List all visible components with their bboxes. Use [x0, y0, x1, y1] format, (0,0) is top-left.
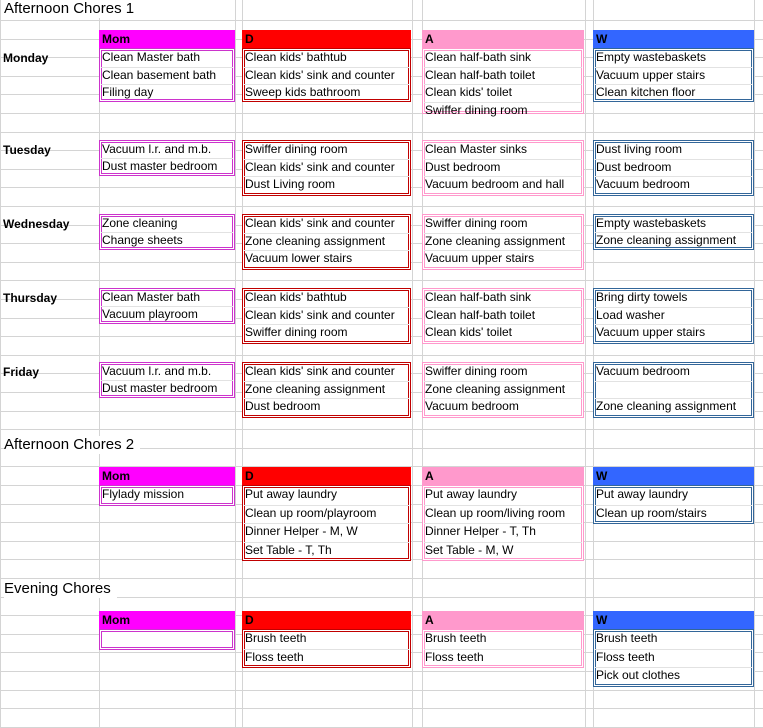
chore-item: Floss teeth: [245, 649, 304, 664]
grid-column-line: [0, 0, 1, 728]
chore-item: Brush teeth: [596, 631, 658, 645]
grid-column-line: [412, 0, 413, 728]
grid-column-line: [585, 0, 586, 728]
chore-block-mom: [99, 140, 235, 176]
column-header-w: W: [593, 467, 754, 485]
chore-item: Vacuum upper stairs: [596, 67, 706, 82]
chore-block-mom: [99, 362, 235, 398]
chore-item: Dust Living room: [245, 177, 336, 191]
grid-row-line: [0, 280, 763, 281]
grid-row-line: [0, 206, 763, 207]
chore-block-d: [242, 140, 411, 196]
grid-row-line: [0, 429, 763, 430]
chore-item: Clean half-bath sink: [425, 50, 532, 64]
chore-item: Bring dirty towels: [596, 290, 688, 304]
chore-block-a: [422, 140, 584, 196]
chore-item: Vacuum bedroom: [425, 399, 519, 413]
row-divider: [595, 381, 752, 382]
chore-block-d: [242, 362, 411, 418]
chore-item: Zone cleaning assignment: [245, 381, 386, 396]
chore-block-w: [593, 140, 754, 196]
chore-item: Floss teeth: [425, 649, 484, 664]
grid-row-line: [0, 708, 763, 709]
chore-item: Vacuum bedroom and hall: [425, 177, 565, 191]
chore-item: Vacuum bedroom: [596, 177, 690, 191]
chore-item: Swiffer dining room: [425, 102, 528, 117]
chore-item: Clean up room/living room: [425, 505, 566, 520]
chore-item: Dust master bedroom: [102, 381, 218, 395]
day-label: Monday: [3, 51, 49, 65]
section-title: Evening Chores: [4, 580, 117, 598]
chore-block-w: [593, 214, 754, 250]
chore-block-d: [242, 485, 411, 561]
chore-block-w: [593, 485, 754, 524]
chore-item: Dust master bedroom: [102, 159, 218, 173]
chore-item: Vacuum l.r. and m.b.: [102, 142, 212, 156]
chore-block-d: [242, 214, 411, 270]
chore-item: Clean half-bath toilet: [425, 67, 536, 82]
chore-item: Vacuum playroom: [102, 307, 198, 321]
chore-item: Dust bedroom: [596, 159, 672, 174]
chore-item: Zone cleaning: [102, 216, 178, 230]
chore-item: Clean kids' sink and counter: [245, 67, 395, 82]
column-header-mom: Mom: [99, 30, 235, 48]
chore-item: Dust bedroom: [425, 159, 501, 174]
column-header-a: A: [422, 30, 584, 48]
chore-block-w: [593, 48, 754, 102]
chore-item: Clean Master sinks: [425, 142, 528, 156]
grid-row-line: [0, 113, 763, 114]
chore-item: Swiffer dining room: [425, 364, 528, 378]
column-header-a: A: [422, 467, 584, 485]
day-label: Tuesday: [3, 143, 51, 157]
day-label: Thursday: [3, 291, 58, 305]
chore-block-mom: [99, 48, 235, 102]
chore-block-mom: [99, 485, 235, 506]
chore-block-a: [422, 629, 584, 668]
chore-item: Clean kids' sink and counter: [245, 159, 395, 174]
chore-item: Set Table - M, W: [425, 542, 514, 557]
chore-block-a: [422, 362, 584, 418]
grid-column-line: [754, 0, 755, 728]
chore-item: Dust living room: [596, 142, 683, 156]
column-header-d: D: [242, 30, 411, 48]
chore-item: Clean kids' toilet: [425, 325, 512, 339]
chore-item: Pick out clothes: [596, 668, 681, 682]
chore-item: Vacuum upper stairs: [596, 325, 706, 339]
chore-item: Clean basement bath: [102, 67, 217, 82]
grid-row-line: [0, 578, 763, 579]
chore-item: Zone cleaning assignment: [596, 233, 737, 247]
section-title: Afternoon Chores 2: [4, 436, 140, 454]
chore-item: Zone cleaning assignment: [425, 233, 566, 248]
chore-item: Clean Master bath: [102, 290, 201, 304]
chore-item: Swiffer dining room: [245, 325, 348, 339]
chore-item: Vacuum lower stairs: [245, 251, 353, 265]
chore-item: Load washer: [596, 307, 665, 322]
chore-item: Vacuum l.r. and m.b.: [102, 364, 212, 378]
column-header-a: A: [422, 611, 584, 629]
chore-item: Zone cleaning assignment: [245, 233, 386, 248]
chore-block-a: [422, 288, 584, 344]
chore-item: Put away laundry: [245, 487, 338, 501]
chore-block-a: [422, 214, 584, 270]
chore-item: Brush teeth: [245, 631, 307, 645]
chore-item: Put away laundry: [425, 487, 518, 501]
chore-item: Set Table - T, Th: [245, 542, 332, 557]
chore-block-mom: [99, 214, 235, 250]
chore-block-w: [593, 362, 754, 418]
chore-item: Clean up room/playroom: [245, 505, 377, 520]
column-header-mom: Mom: [99, 611, 235, 629]
chore-item: Clean kids' bathtub: [245, 290, 347, 304]
grid-row-line: [0, 20, 763, 21]
chore-item: Clean kids' toilet: [425, 85, 512, 99]
chore-item: Clean half-bath toilet: [425, 307, 536, 322]
chore-block-a: [422, 48, 584, 117]
chore-item: Sweep kids bathroom: [245, 85, 361, 99]
column-header-w: W: [593, 30, 754, 48]
column-header-d: D: [242, 611, 411, 629]
chore-block-d: [242, 629, 411, 668]
chore-block-mom: [99, 288, 235, 324]
chore-block-d: [242, 288, 411, 344]
chore-block-a: [422, 485, 584, 561]
chore-item: Empty wastebaskets: [596, 216, 707, 230]
chore-block-mom: [99, 629, 235, 650]
chore-item: Brush teeth: [425, 631, 487, 645]
chore-item: Swiffer dining room: [245, 142, 348, 156]
chore-item: Clean up room/stairs: [596, 505, 707, 520]
chore-item: Empty wastebaskets: [596, 50, 707, 64]
chore-item: Put away laundry: [596, 487, 689, 501]
chore-item: Vacuum bedroom: [596, 364, 690, 378]
chore-block-w: [593, 288, 754, 344]
chore-item: Dust bedroom: [245, 399, 321, 413]
chore-item: Zone cleaning assignment: [596, 399, 737, 413]
grid-row-line: [0, 690, 763, 691]
chore-block-w: [593, 629, 754, 687]
day-label: Wednesday: [3, 217, 70, 231]
chore-item: Clean kids' sink and counter: [245, 364, 395, 378]
chore-item: Zone cleaning assignment: [425, 381, 566, 396]
column-header-mom: Mom: [99, 467, 235, 485]
column-header-d: D: [242, 467, 411, 485]
chore-item: Clean kids' bathtub: [245, 50, 347, 64]
chore-item: Dinner Helper - T, Th: [425, 524, 536, 538]
chore-item: Clean kitchen floor: [596, 85, 696, 99]
chore-item: Swiffer dining room: [425, 216, 528, 230]
chore-item: Change sheets: [102, 233, 183, 247]
grid-row-line: [0, 132, 763, 133]
chore-item: Filing day: [102, 85, 154, 99]
chore-item: Flylady mission: [102, 487, 185, 501]
column-header-w: W: [593, 611, 754, 629]
chore-item: Clean kids' sink and counter: [245, 216, 395, 230]
day-label: Friday: [3, 365, 40, 379]
grid-column-line: [235, 0, 236, 728]
grid-row-line: [0, 355, 763, 356]
chore-item: Dinner Helper - M, W: [245, 524, 358, 538]
chore-item: Clean kids' sink and counter: [245, 307, 395, 322]
chore-item: Floss teeth: [596, 649, 655, 664]
section-title: Afternoon Chores 1: [4, 0, 140, 18]
chore-item: Vacuum upper stairs: [425, 251, 535, 265]
chore-item: Clean half-bath sink: [425, 290, 532, 304]
chore-item: Clean Master bath: [102, 50, 201, 64]
chore-block-d: [242, 48, 411, 102]
